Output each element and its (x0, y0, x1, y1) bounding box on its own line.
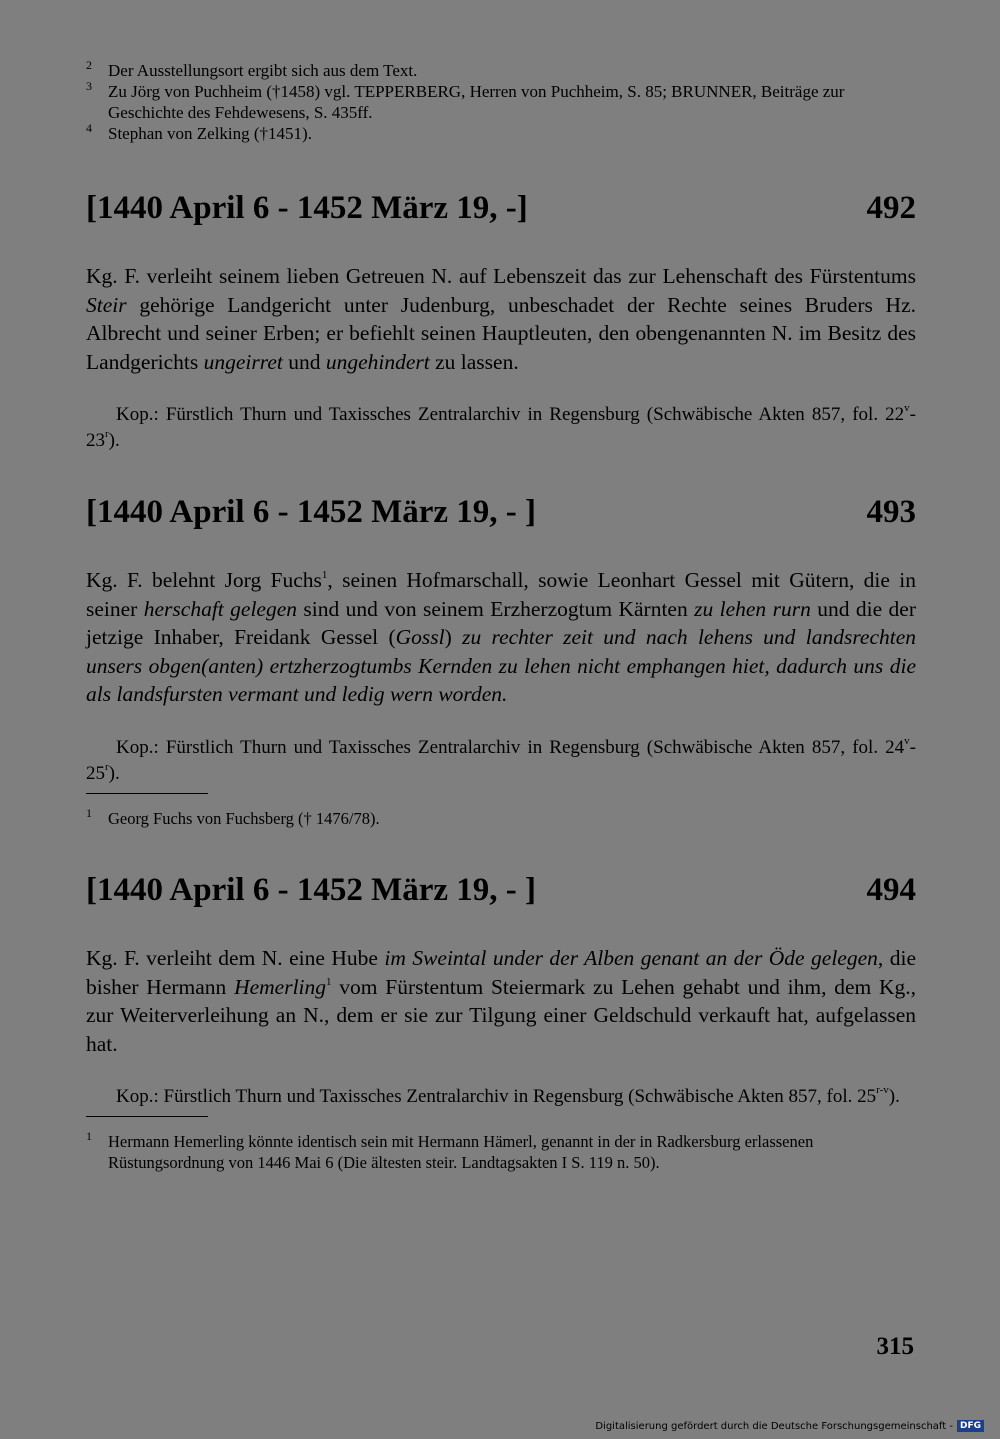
italic-quote: ungeirret (203, 349, 283, 374)
text-run: Kg. F. verleiht seinem lieben Getreuen N. auf Lebenszeit das zur Lehenschaft des Fürstentums (86, 264, 916, 288)
entry-number: 492 (866, 190, 916, 226)
text-run: Kg. F. verleiht dem N. eine Hube (86, 946, 385, 970)
entry-regest (86, 262, 916, 376)
footnote-number: 4 (86, 121, 92, 135)
entry-date: [1440 April 6 - 1452 März 19, -] (86, 190, 528, 226)
footnote-divider (86, 1116, 208, 1117)
entry-number: 494 (866, 872, 916, 908)
top-footnotes (86, 60, 916, 144)
italic-quote: Gossl (395, 625, 445, 649)
footnote-marker: 1 (321, 569, 328, 581)
footnote-text: Zu Jörg von Puchheim (†1458) vgl. TEPPERBERG, Herren von Puchheim, S. 85; BRUNNER, Beiträge zur Geschichte des Fehdewesens, S. 435ff. (108, 82, 845, 122)
italic-quote: im Sweintal under der Alben genant an der Öde gelegen (384, 946, 878, 970)
entry-regest (86, 566, 916, 709)
entry-heading (86, 492, 916, 536)
text-run: zu lassen. (429, 349, 519, 374)
italic-quote: ungehindert (325, 349, 430, 374)
italic-quote: zu lehen rurn (694, 596, 811, 621)
text-run: und die der jetzige Inhaber, Freidank Gessel ( (86, 596, 917, 649)
footnote-marker: r (105, 428, 109, 440)
italic-quote: herschaft gelegen (143, 596, 298, 621)
text-run: -25 (86, 736, 916, 784)
footnote-text: Georg Fuchs von Fuchsberg († 1476/78). (108, 808, 380, 828)
footnote-text: Stephan von Zelking (†1451). (108, 124, 312, 143)
entry-date: [1440 April 6 - 1452 März 19, - ] (86, 872, 536, 908)
entry-footnote (86, 1131, 916, 1173)
italic-quote: Hemerling (234, 974, 327, 999)
footnote-marker: v (904, 734, 910, 747)
entry-number: 493 (866, 494, 916, 530)
text-run: sind und von seinem Erzherzogtum Kärnten (297, 596, 695, 621)
entry-heading (86, 188, 916, 232)
text-run: ). (108, 430, 120, 451)
text-run: und (282, 349, 326, 374)
footnote-number: 1 (86, 805, 92, 820)
italic-quote: zu rechter zeit und nach lehens und landsrechten unsers obgen(anten) ertzherzogtumbs Kernden zu lehen nicht emphangen hiet, dadurch uns die als landsfursten vermant und ledig wern worden. (86, 625, 917, 706)
footnote-number: 2 (86, 58, 92, 72)
footnote-marker: v (904, 402, 910, 414)
footnote-marker: 1 (326, 975, 332, 988)
entry-source (86, 1084, 916, 1110)
text-run: vom Fürstentum Steiermark zu Lehen gehabt und ihm, dem Kg., zur Weiterverleihung an N., dem er sie zur Tilgung einer Geldschuld verkauft hat, aufgelassen hat. (86, 974, 916, 1056)
entry-source (86, 735, 916, 787)
footnote-text: Der Ausstellungsort ergibt sich aus dem Text. (108, 61, 418, 80)
text-run: Kg. F. belehnt Jorg Fuchs (86, 568, 322, 592)
footnote-3 (86, 81, 916, 123)
footnote-4 (86, 123, 916, 144)
footnote-text: Hermann Hemerling könnte identisch sein mit Hermann Hämerl, genannt in der in Radkersburg erlassenen Rüstungsordnung von 1446 Mai 6 (Die ältesten steir. Landtagsakten I S. 119 n. 50). (108, 1132, 814, 1172)
footnote-marker: r (105, 760, 109, 773)
entry-492 (86, 188, 916, 454)
text-run: ). (108, 762, 120, 784)
text-run: ) (444, 625, 463, 649)
italic-quote: Steir (86, 292, 127, 317)
entry-footnote (86, 805, 916, 829)
footnote-divider (86, 793, 208, 794)
entry-date: [1440 April 6 - 1452 März 19, - ] (86, 494, 536, 530)
text-run: , seinen Hofmarschall, sowie Leonhart Gessel mit Gütern, die in seiner (86, 568, 916, 621)
page-number: 315 (876, 1333, 914, 1360)
footer-text: Digitalisierung gefördert durch die Deutsche Forschungsgemeinschaft - (595, 1420, 953, 1432)
dfg-logo: DFG (957, 1420, 984, 1432)
footnote-marker: r-v (876, 1084, 889, 1096)
footnote-number: 1 (86, 1129, 92, 1143)
entry-494 (86, 870, 916, 1173)
funding-footer (595, 1420, 984, 1432)
text-run: , die bisher Hermann (86, 946, 916, 999)
footnote-2 (86, 60, 916, 81)
entry-source (86, 402, 916, 454)
text-run: Kop.: Fürstlich Thurn und Taxissches Zentralarchiv in Regensburg (Schwäbische Akten 857, fol. 24 (116, 736, 905, 758)
text-run: Kop.: Fürstlich Thurn und Taxissches Zentralarchiv in Regensburg (Schwäbische Akten 857, fol. 25 (116, 1086, 877, 1107)
entry-493 (86, 492, 916, 829)
text-run: ). (888, 1086, 900, 1107)
text-run: gehörige Landgericht unter Judenburg, unbeschadet der Rechte seines Bruders Hz. Albrecht und seiner Erben; er befiehlt seinen Hauptleuten, den obengenannten N. im Besitz des Landgerichts (86, 292, 916, 374)
entry-regest (86, 944, 916, 1058)
footnote-number: 3 (86, 79, 92, 93)
text-run: Kop.: Fürstlich Thurn und Taxissches Zentralarchiv in Regensburg (Schwäbische Akten 857, fol. 22 (116, 404, 905, 425)
text-run: -23 (86, 404, 916, 451)
entry-heading (86, 870, 916, 914)
